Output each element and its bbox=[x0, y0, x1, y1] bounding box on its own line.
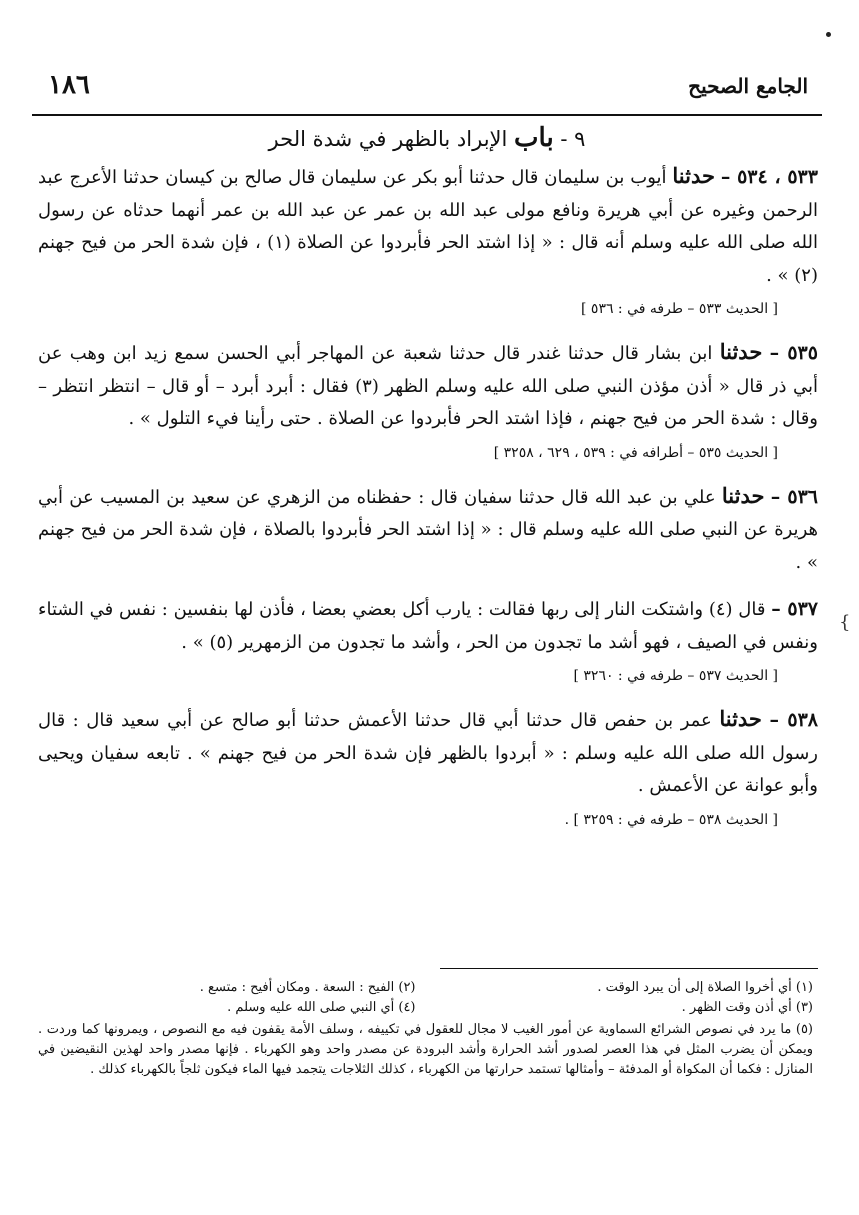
hadith-cross-reference: [ الحديث ٥٣٥ – أطرافه في : ٥٣٩ ، ٦٢٩ ، ٣٢٥٨ ] bbox=[493, 444, 778, 461]
chapter-title: الإبراد بالظهر في شدة الحر bbox=[268, 127, 508, 151]
haddathana-word: حدثنا bbox=[719, 706, 762, 731]
hadith-number: ٥٣٧ – bbox=[771, 598, 818, 620]
haddathana-word: حدثنا bbox=[721, 482, 765, 508]
hadith-535 bbox=[38, 336, 818, 436]
running-title: الجامع الصحيح bbox=[688, 74, 808, 98]
chapter-heading bbox=[32, 120, 822, 157]
page-number: ١٨٦ bbox=[48, 70, 90, 100]
hadith-text: أيوب بن سليمان قال حدثنا أبو بكر عن سليمان قال صالح بن كيسان حدثنا الأعرج عبد الرحمن وغيره عن أبي هريرة ونافع مولى عبد الله بن عمر عن عبد الله بن عمر أنهما حدثاه عن رسول الله صلى الله عليه وسلم أنه قال : « إذا اشتد الحر فأبردوا عن الصلاة (١) ، فإن شدة الحر من فيح جهنم (٢) » . bbox=[38, 167, 818, 286]
hadith-537 bbox=[38, 593, 818, 659]
hadith-text: قال (٤) واشتكت النار إلى ربها فقالت : يارب أكل بعضي بعضا ، فأذن لها بنفسين : نفس في الشتاء ونفس في الصيف ، فهو أشد ما تجدون من الحر ، وأشد ما تجدون من الزمهرير (٥) » . bbox=[38, 599, 818, 653]
chapter-bab-label: باب bbox=[514, 123, 554, 153]
chapter-number: ٩ - bbox=[560, 127, 586, 151]
hadith-number: ٥٣٥ – bbox=[769, 342, 818, 364]
hadith-number: ٥٣٣ ، ٥٣٤ – bbox=[720, 166, 818, 188]
hadith-text: ابن بشار قال حدثنا غندر قال حدثنا شعبة عن المهاجر أبي الحسن سمع زيد ابن وهب عن أبي ذر قال « أذن مؤذن النبي صلى الله عليه وسلم الظهر (٣) فقال : أبرد أبرد – أو قال – انتظر انتظر – وقال : شدة الحر من فيح جهنم ، فإذا اشتد الحر فأبردوا عن الصلاة . حتى رأينا فيء التلول » . bbox=[38, 343, 818, 429]
hadith-536 bbox=[38, 480, 818, 580]
footnote-1: (١) أي أخروا الصلاة إلى أن يبرد الوقت . bbox=[597, 980, 813, 995]
header-rule bbox=[32, 114, 822, 116]
hadith-text: علي بن عبد الله قال حدثنا سفيان قال : حفظناه من الزهري عن سعيد بن المسيب عن أبي هريرة عن النبي صلى الله عليه وسلم قال : « إذا اشتد الحر فأبردوا بالصلاة ، فإن شدة الحر من فيح جهنم » . bbox=[38, 486, 818, 573]
footnote-3: (٣) أي أذن وقت الظهر . bbox=[681, 1000, 813, 1015]
haddathana-word: حدثنا bbox=[719, 339, 763, 364]
page-header bbox=[38, 70, 808, 110]
margin-bracket-mark: { bbox=[839, 612, 851, 633]
footnotes bbox=[38, 978, 813, 1080]
haddathana-word: حدثنا bbox=[672, 163, 715, 188]
hadith-number: ٥٣٨ – bbox=[769, 709, 818, 731]
hadith-538 bbox=[38, 703, 818, 803]
footnote-grid bbox=[38, 978, 813, 1018]
footnote-rule bbox=[440, 968, 818, 969]
hadith-533-534 bbox=[38, 160, 818, 292]
hadith-text: عمر بن حفص قال حدثنا أبي قال حدثنا الأعمش حدثنا أبو صالح عن أبي سعيد قال : قال رسول الله صلى الله عليه وسلم : « أبردوا بالظهر فإن شدة الحر من فيح جهنم » . تابعه سفيان ويحيى وأبو عوانة عن الأعمش . bbox=[38, 710, 818, 796]
hadith-list bbox=[38, 160, 818, 847]
ink-speck bbox=[826, 32, 831, 37]
hadith-cross-reference: [ الحديث ٥٣٨ – طرفه في : ٣٢٥٩ ] . bbox=[564, 811, 778, 828]
hadith-cross-reference: [ الحديث ٥٣٧ – طرفه في : ٣٢٦٠ ] bbox=[573, 668, 778, 684]
hadith-number: ٥٣٦ – bbox=[770, 485, 818, 508]
footnote-2: (٢) الفيح : السعة . ومكان أفيح : متسع . bbox=[199, 980, 416, 995]
footnote-4: (٤) أي النبي صلى الله عليه وسلم . bbox=[227, 1000, 416, 1015]
footnote-5: (٥) ما يرد في نصوص الشرائع السماوية عن أمور الغيب لا مجال للعقول في تكييفه ، وسلف الأمة يقفون فيه مع النصوص ، ويمرونها كما وردت . ويمكن أن يضرب المثل في هذا العصر لصدور أشد الحرارة وأشد البرودة عن مصدر واحد وهو الكهرباء . فإنها مصدر واحد لهذين النقيضين في المنازل : فكما أن المكواة أو المدفئة – وأمثالها تستمد حرارتها من الكهرباء ، كذلك الثلاجات يتجمد فيها الماء فيكون ثلجاً بالكهرباء كذلك . bbox=[38, 1022, 813, 1077]
hadith-cross-reference: [ الحديث ٥٣٣ – طرفه في : ٥٣٦ ] bbox=[581, 301, 778, 317]
